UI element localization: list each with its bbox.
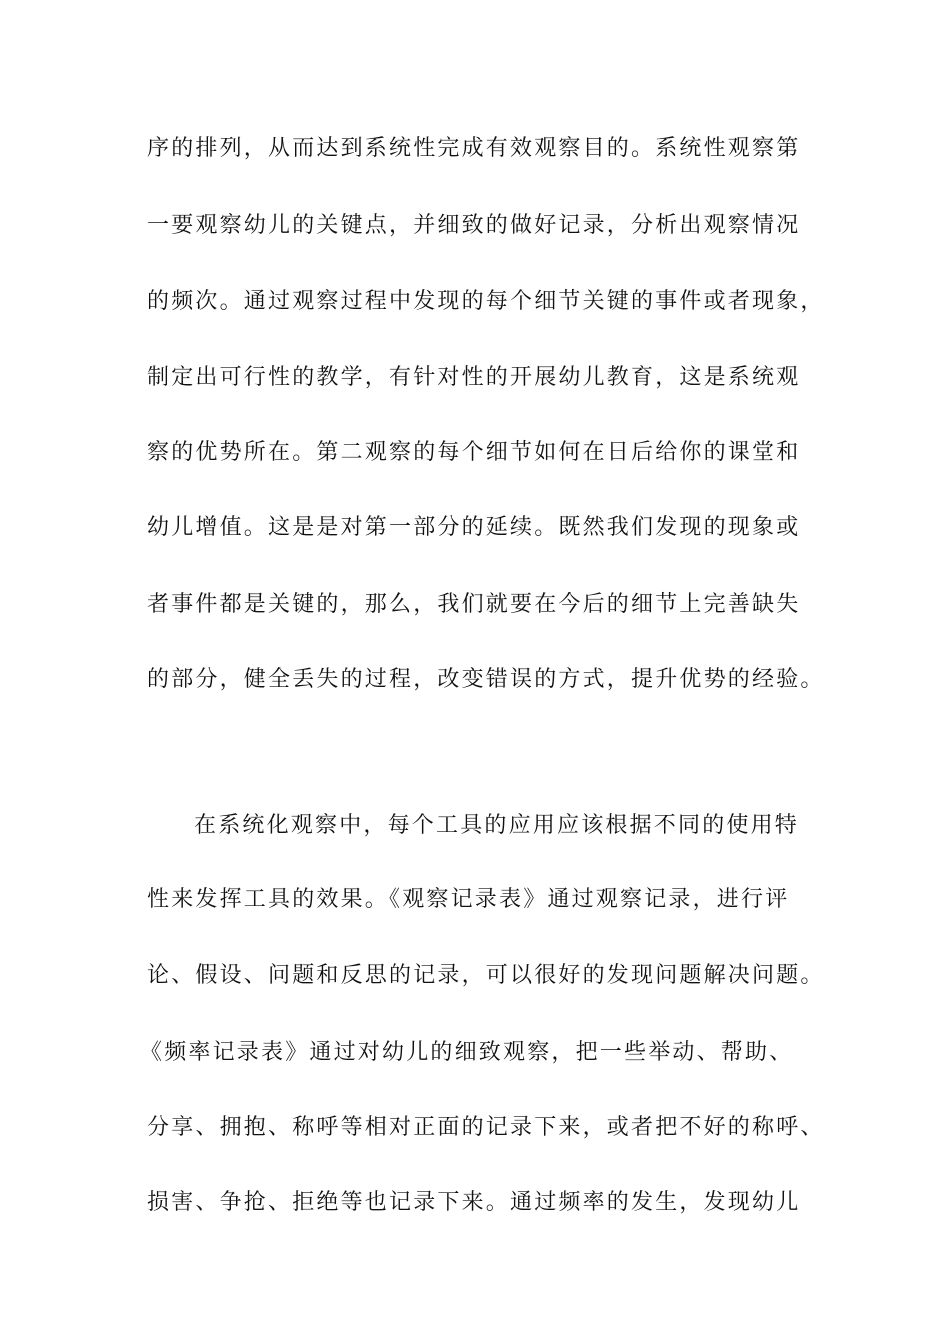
text-line: 性来发挥工具的效果。《观察记录表》通过观察记录，进行评: [147, 887, 790, 912]
text-line: 在系统化观察中，每个工具的应用应该根据不同的使用特: [194, 813, 800, 838]
text-line: 一要观察幼儿的关键点，并细致的做好记录，分析出观察情况: [147, 213, 801, 238]
text-line: 的频次。通过观察过程中发现的每个细节关键的事件或者现象，: [147, 289, 825, 314]
text-line: 者事件都是关键的，那么，我们就要在今后的细节上完善缺失: [147, 592, 801, 617]
text-line: 序的排列，从而达到系统性完成有效观察目的。系统性观察第: [147, 136, 801, 161]
text-line: 制定出可行性的教学，有针对性的开展幼儿教育，这是系统观: [147, 365, 801, 390]
text-line: 幼儿增值。这是是对第一部分的延续。既然我们发现的现象或: [147, 515, 801, 540]
text-line: 分享、拥抱、称呼等相对正面的记录下来，或者把不好的称呼、: [147, 1115, 825, 1140]
text-line: 察的优势所在。第二观察的每个细节如何在日后给你的课堂和: [147, 440, 801, 465]
text-line: 损害、争抢、拒绝等也记录下来。通过频率的发生，发现幼儿: [147, 1190, 801, 1215]
text-line: 的部分，健全丢失的过程，改变错误的方式，提升优势的经验。: [147, 667, 825, 692]
text-line: 论、假设、问题和反思的记录，可以很好的发现问题解决问题。: [147, 963, 825, 988]
text-line: 《频率记录表》通过对幼儿的细致观察，把一些举动、帮助、: [140, 1040, 794, 1065]
